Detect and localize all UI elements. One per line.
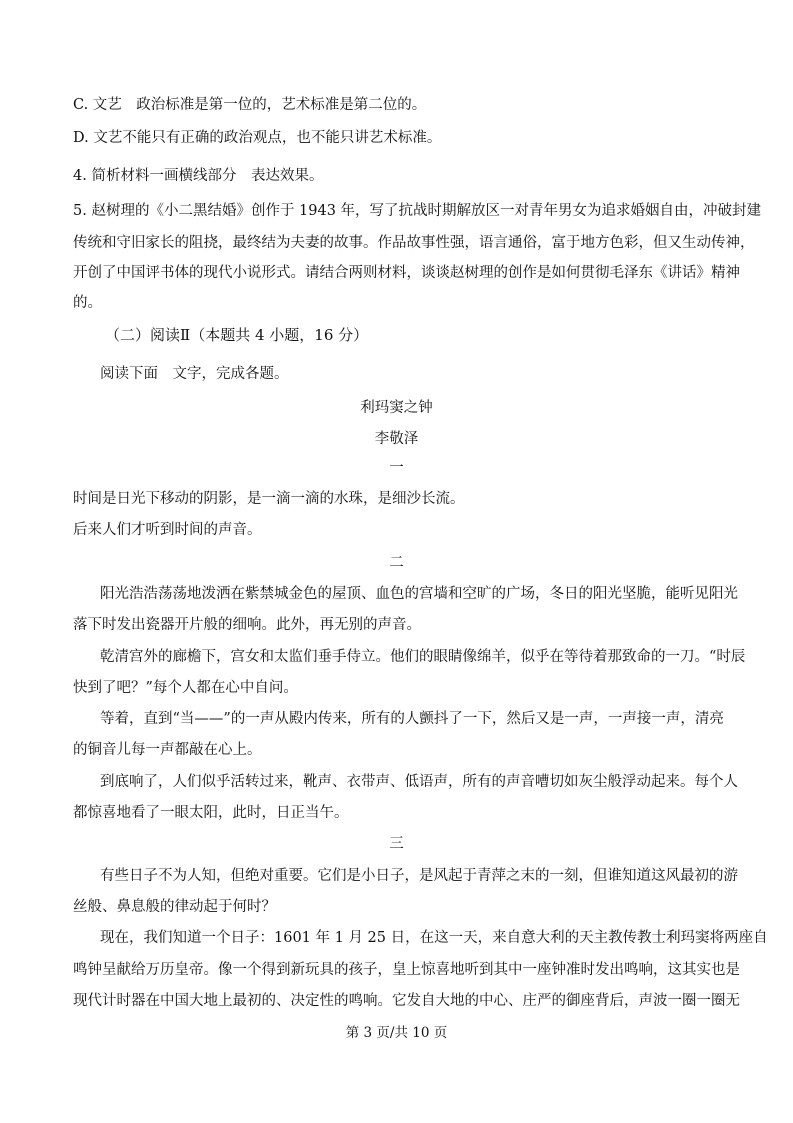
article-author: 李敬泽 xyxy=(374,431,419,447)
section-number-3: 三 xyxy=(389,836,404,852)
section-number-2: 二 xyxy=(389,555,404,571)
paragraph-line: 都惊喜地看了一眼太阳，此时，日正当午。 xyxy=(73,805,349,821)
paragraph-line: 有些日子不为人知，但绝对重要。它们是小日子，是风起于青萍之末的一刻，但谁知道这风最初的游 xyxy=(100,868,738,884)
paragraph-line: 后来人们才听到时间的声音。 xyxy=(73,522,262,538)
section-heading: （二）阅读Ⅱ（本题共 4 小题，16 分） xyxy=(105,326,369,344)
paragraph-line: 现在，我们知道一个日子：1601 年 1 月 25 日，在这一天，来自意大利的天主教传教士利玛窦将两座自 xyxy=(100,930,768,946)
question-5-line-4: 的。 xyxy=(73,295,102,311)
section-number-1: 一 xyxy=(389,460,404,476)
paragraph-line: 乾清宫外的廊檐下，宫女和太监们垂手侍立。他们的眼睛像绵羊，似乎在等待着那致命的一刀。“时辰 xyxy=(100,649,746,665)
option-d: D. 文艺不能只有正确的政治观点，也不能只讲艺术标准。 xyxy=(73,130,442,146)
paragraph-line: 到底响了，人们似乎活转过来，靴声、衣带声、低语声，所有的声音嘈切如灰尘般浮动起来。每个人 xyxy=(100,774,738,790)
question-5-line-2: 传统和守旧家长的阻挠，最终结为夫妻的故事。作品故事性强，语言通俗，富于地方色彩，但又生动传神， xyxy=(73,235,755,251)
reading-instruction: 阅读下面 文字，完成各题。 xyxy=(100,366,289,382)
paragraph-line: 丝般、鼻息般的律动起于何时？ xyxy=(73,899,276,915)
paragraph-line: 快到了吧？”每个人都在心中自问。 xyxy=(73,680,298,696)
option-c: C. 文艺 政治标准是第一位的，艺术标准是第二位的。 xyxy=(73,97,427,113)
question-4: 4. 简析材料一画横线部分 表达效果。 xyxy=(73,168,324,184)
paragraph-line: 现代计时器在中国大地上最初的、决定性的鸣响。它发自大地的中心、庄严的御座背后，声波一圈一圈无 xyxy=(73,993,740,1009)
question-5-line-1: 5. 赵树理的《小二黑结婚》创作于 1943 年，写了抗战时期解放区一对青年男女为追求婚姻自由，冲破封建 xyxy=(73,203,762,219)
paragraph-line: 时间是日光下移动的阴影，是一滴一滴的水珠，是细沙长流。 xyxy=(73,491,465,507)
paragraph-line: 的铜音儿每一声都敲在心上。 xyxy=(73,742,262,758)
article-title: 利玛窦之钟 xyxy=(360,400,433,416)
page-footer: 第 3 页/共 10 页 xyxy=(345,1025,448,1041)
question-5-line-3: 开创了中国评书体的现代小说形式。请结合两则材料，谈谈赵树理的创作是如何贯彻毛泽东《讲话》精神 xyxy=(73,265,740,281)
paragraph-line: 等着，直到“当——”的一声从殿内传来，所有的人颤抖了一下，然后又是一声，一声接一声，清亮 xyxy=(100,711,724,727)
paragraph-line: 落下时发出瓷器开片般的细响。此外，再无别的声音。 xyxy=(73,617,421,633)
paragraph-line: 阳光浩浩荡荡地泼洒在紫禁城金色的屋顶、血色的宫墙和空旷的广场，冬日的阳光坚脆，能听见阳光 xyxy=(100,586,738,602)
paragraph-line: 鸣钟呈献给万历皇帝。像一个得到新玩具的孩子，皇上惊喜地听到其中一座钟准时发出鸣响，这其实也是 xyxy=(73,962,740,978)
